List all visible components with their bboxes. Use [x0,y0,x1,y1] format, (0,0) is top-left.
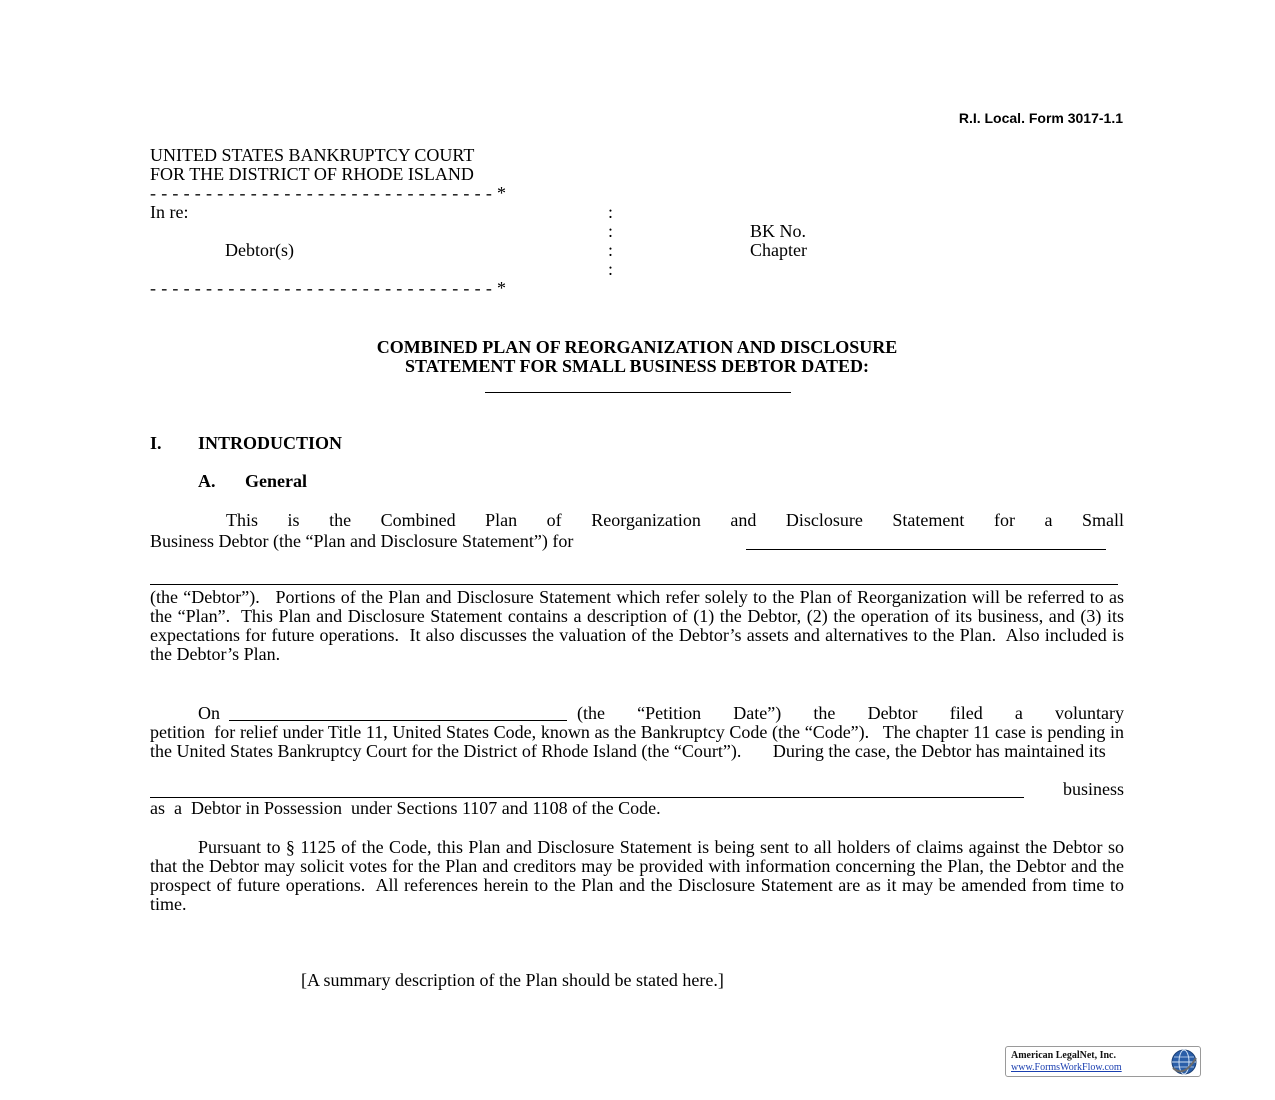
badge-company-name: American LegalNet, Inc. [1011,1050,1116,1061]
para2-business: business [1062,779,1124,799]
document-title-line1: COMBINED PLAN OF REORGANIZATION AND DISCLOSURE [376,337,898,357]
court-name-line2: FOR THE DISTRICT OF RHODE ISLAND [150,164,474,184]
section-number: I. [150,433,162,453]
caption-colon-4: : [608,259,614,279]
caption-colon-1: : [608,202,614,222]
debtor-name-blank-1 [746,549,1106,550]
court-name-line1: UNITED STATES BANKRUPTCY COURT [150,145,475,165]
form-number: R.I. Local. Form 3017-1.1 [958,110,1123,126]
para1-body: (the “Debtor”). Portions of the Plan and Disclosure Statement which refer solely to the Plan of Reorganization will be referred to as the “Plan”. This Plan and Disclosure Statement contains a description of (1) the Debtor, (2) the operation of its business, and (3) its expectations for future operations. It also discusses the valuation of the Debtor’s assets and alternatives to the Plan. Also included is the Debtor’s Plan. [150,587,1124,664]
subsection-letter: A. [198,471,216,491]
caption-colon-3: : [608,240,614,260]
document-title-line2: STATEMENT FOR SMALL BUSINESS DEBTOR DATED: [405,356,869,376]
caption-colon-2: : [608,221,614,241]
bk-no-label: BK No. [750,221,807,241]
para2-body: petition for relief under Title 11, United States Code, known as the Bankruptcy Code (the “Code”). The chapter 11 case is pending in the United States Bankruptcy Court for the District of Rhode Island (the “Court”). During the case, the Debtor has maintained its [150,722,1124,761]
caption-dash-row-bottom: - - - - - - - - - - - - - - - - - - - - - - - - - - - - - - - * [150,278,507,298]
para2-last-line: as a Debtor in Possession under Sections 1107 and 1108 of the Code. [150,798,661,818]
para1-line2: Business Debtor (the “Plan and Disclosure Statement”) for [150,531,574,551]
caption-dash-row-top: - - - - - - - - - - - - - - - - - - - - - - - - - - - - - - - * [150,183,507,203]
para2-line1-rest: (the “Petition Date”) the Debtor filed a voluntary [577,703,1124,723]
in-re-label: In re: [150,202,189,222]
summary-note: [A summary description of the Plan should be stated here.] [301,970,724,990]
date-blank-line [485,392,791,393]
petition-date-blank [229,720,567,721]
globe-logo-icon [1170,1048,1198,1076]
para3-text: Pursuant to § 1125 of the Code, this Plan and Disclosure Statement is being sent to all holders of claims against the Debtor so that the Debtor may solicit votes for the Plan and creditors may be provided with information concerning the Plan, the Debtor and the prospect of future operations. All references herein to the Plan and the Disclosure Statement are as it may be amended from time to time. [150,837,1124,914]
section-heading: INTRODUCTION [198,433,343,453]
american-legalnet-badge [1005,1046,1201,1077]
chapter-label: Chapter [750,240,807,260]
subsection-heading: General [245,471,307,491]
badge-url-link[interactable]: www.FormsWorkFlow.com [1011,1062,1122,1073]
debtor-name-blank-2 [150,584,1118,585]
para2-on: On [198,703,220,723]
para1-line1: This is the Combined Plan of Reorganization and Disclosure Statement for a Small [226,510,1124,530]
debtors-label: Debtor(s) [225,240,294,260]
